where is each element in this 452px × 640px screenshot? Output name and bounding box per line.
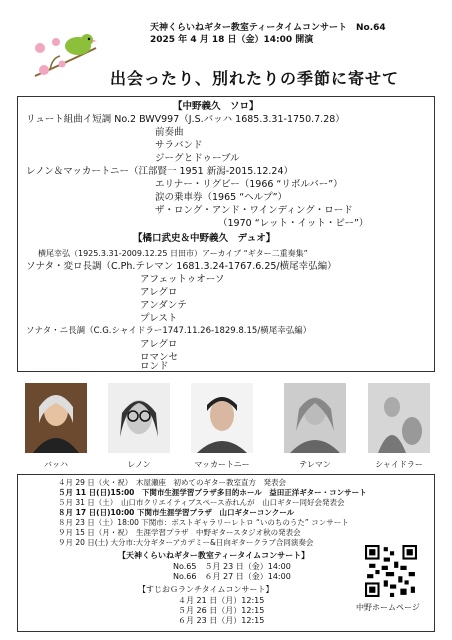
qr-code[interactable] [365, 545, 417, 597]
event-item: ９月 15 日（月・祝） 生涯学習プラザ 中野ギタースタジオ秋の発表会 [58, 528, 301, 537]
qr-label: 中野ホームページ [356, 603, 420, 612]
event-item: ８月 23 日（土）18:00 下関市：ボストギャラリーレトロ “いのちのうた” コンサート [58, 518, 349, 527]
event-item: ５月 11 日(日)15:00 下関市生涯学習プラザ多目的ホール 益田正洋ギター・コンサート [58, 488, 367, 497]
movement: ロマンセ [140, 352, 179, 363]
teatime-heading: 【天神くらいねギター教室ティータイムコンサート】 [118, 551, 310, 560]
scheidler-portrait [368, 383, 430, 453]
bird-branch-illustration [30, 28, 100, 83]
caption-telemann: テレマン [299, 460, 331, 469]
movement: アレグロ [140, 339, 178, 350]
header-line2: 2025 年 4 月 18 日（金）14:00 開演 [150, 35, 314, 45]
event-item: ５月 31 日（土） 山口市クリエイティブスペース赤れんが 山口ギター同好会発表会 [58, 498, 345, 507]
concert-header [150, 22, 386, 46]
duo-note: 横尾幸弘（1925.3.31-2009.12.25 日田市）アーカイブ “ギター二重奏集” [38, 249, 308, 258]
section-duo: 【橘口武史＆中野義久 デュオ】 [133, 233, 276, 244]
program-box [17, 96, 435, 372]
events-box [17, 474, 435, 632]
song: エリナー・リグビー（1966 “リボルバー”） [155, 179, 343, 190]
bach-portrait [25, 383, 87, 453]
song: 涙の乗車券（1965 “ヘルプ”） [155, 192, 288, 203]
event-item: ４月 29 日（火・祝） 木屋瀬座 初めてのギター教室直方 発表会 [58, 478, 286, 487]
lunch-heading: 【すじおＧランチタイムコンサート】 [138, 585, 274, 594]
caption-mccartney: マッカートニー [194, 460, 250, 469]
event-item: ８月 17 日(日)10:00 下関市生涯学習プラザ 山口ギターコンクール [58, 508, 295, 517]
composer-photos [20, 383, 432, 471]
telemann-portrait [284, 383, 346, 453]
movement: アンダンテ [140, 300, 187, 311]
song-note: （1970 “レット・イット・ビー”） [218, 218, 369, 229]
lunch-row: ６月 23 日（月）12:15 [178, 616, 265, 625]
caption-scheidler: シャイドラー [375, 460, 423, 469]
movement: ロンド [140, 361, 169, 372]
movement: サラバンド [155, 140, 203, 151]
song: ザ・ロング・アンド・ワインディング・ロード [155, 205, 353, 216]
caption-bach: バッハ [44, 460, 68, 469]
piece-2: レノン＆マッカートニー（江部賢一 1951 新潟-2015.12.24） [26, 166, 294, 177]
mccartney-portrait [191, 383, 253, 453]
piece-4: ソナタ・ニ長調（C.G.シャイドラー1747.11.26-1829.8.15/横尾幸弘編） [26, 326, 312, 336]
caption-lennon: レノン [127, 460, 151, 469]
lennon-portrait [108, 383, 170, 453]
teatime-row: No.66 ６月 27 日（金）14:00 [173, 572, 291, 581]
header-line1: 天神くらいねギター教室ティータイムコンサート No.64 [150, 23, 386, 33]
event-item: ９月 20 日(土) 大分市:大分ギターアカデミー&日向ギタークラブ合同演奏会 [58, 538, 314, 547]
teatime-row: No.65 ５月 23 日（金）14:00 [173, 562, 291, 571]
movement: アフェットゥオーソ [140, 274, 225, 285]
piece-3: ソナタ・変ロ長調（C.Ph.テレマン 1681.3.24-1767.6.25/横尾幸弘編） [26, 261, 337, 272]
movement: 前奏曲 [155, 127, 184, 138]
movement: プレスト [140, 313, 178, 324]
movement: ジーグとドゥーブル [155, 153, 240, 164]
section-solo: 【中野義久 ソロ】 [173, 101, 259, 112]
piece-1: リュート組曲イ短調 No.2 BWV997（J.S.バッハ 1685.3.31-1750.7.28） [26, 114, 345, 125]
page-title: 出会ったり、別れたりの季節に寄せて [110, 69, 400, 88]
lunch-row: ５月 26 日（月）12:15 [178, 606, 265, 615]
lunch-row: ４月 21 日（月）12:15 [178, 596, 265, 605]
movement: アレグロ [140, 287, 178, 298]
